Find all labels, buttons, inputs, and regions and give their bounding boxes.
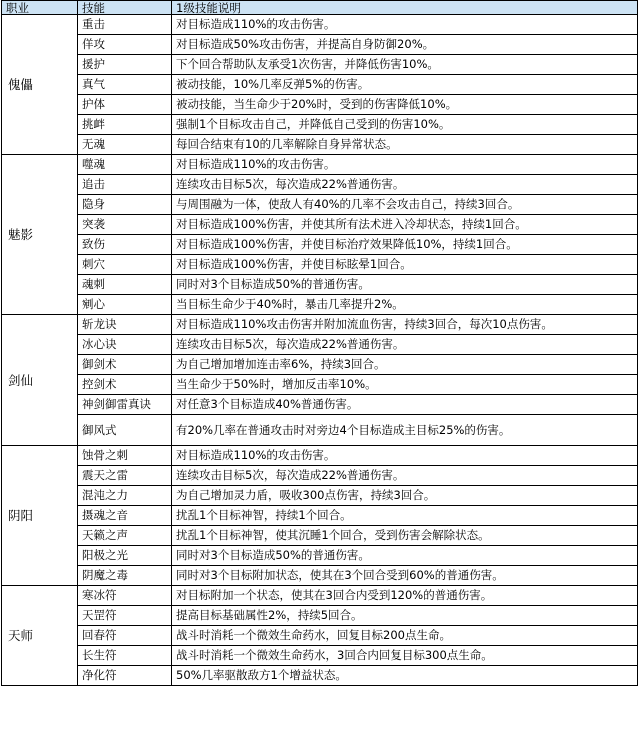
skill-desc-cell: 下个回合帮助队友承受1次伤害，并降低伤害10%。 — [172, 55, 638, 75]
skill-name-cell: 控剑术 — [78, 375, 172, 395]
skill-name-cell: 天罡符 — [78, 606, 172, 626]
skill-name-cell: 追击 — [78, 175, 172, 195]
skill-name-cell: 震天之雷 — [78, 466, 172, 486]
table-row — [2, 55, 638, 75]
table-row — [2, 195, 638, 215]
skill-name-cell: 御风式 — [78, 415, 172, 446]
skill-name-cell: 挑衅 — [78, 115, 172, 135]
table-row — [2, 415, 638, 446]
skill-name-cell: 重击 — [78, 15, 172, 35]
skill-desc-cell: 对目标造成100%伤害，并使其所有法术进入冷却状态，持续1回合。 — [172, 215, 638, 235]
skill-desc-cell: 对目标造成110%的攻击伤害。 — [172, 446, 638, 466]
skill-desc-cell: 对目标造成110%的攻击伤害。 — [172, 155, 638, 175]
skill-name-cell: 无魂 — [78, 135, 172, 155]
skill-name-cell: 斩龙诀 — [78, 315, 172, 335]
skill-name-cell: 冰心诀 — [78, 335, 172, 355]
table-row — [2, 466, 638, 486]
table-row — [2, 35, 638, 55]
skill-desc-cell: 对目标造成110%的攻击伤害。 — [172, 15, 638, 35]
table-row — [2, 586, 638, 606]
skill-desc-cell: 扰乱1个目标神智，持续1个回合。 — [172, 506, 638, 526]
skill-desc-cell: 与周围融为一体，使敌人有40%的几率不会攻击自己，持续3回合。 — [172, 195, 638, 215]
table-row — [2, 295, 638, 315]
job-cell: 傀儡 — [2, 15, 78, 155]
skill-name-cell: 阳极之光 — [78, 546, 172, 566]
skill-desc-cell: 被动技能，当生命少于20%时，受到的伤害降低10%。 — [172, 95, 638, 115]
skill-name-cell: 御剑术 — [78, 355, 172, 375]
skill-name-cell: 佯攻 — [78, 35, 172, 55]
skill-name-cell: 混沌之力 — [78, 486, 172, 506]
skill-desc-cell: 为自己增加灵力盾，吸收300点伤害，持续3回合。 — [172, 486, 638, 506]
skill-name-cell: 致伤 — [78, 235, 172, 255]
skill-name-cell: 援护 — [78, 55, 172, 75]
skill-name-cell: 神剑御雷真诀 — [78, 395, 172, 415]
skill-name-cell: 回春符 — [78, 626, 172, 646]
header-job: 职业 — [2, 1, 78, 15]
table-row — [2, 255, 638, 275]
skill-name-cell: 魂刺 — [78, 275, 172, 295]
skill-desc-cell: 为自己增加增加连击率6%，持续3回合。 — [172, 355, 638, 375]
job-cell: 阴阳 — [2, 446, 78, 586]
skill-desc-cell: 连续攻击目标5次，每次造成22%普通伤害。 — [172, 175, 638, 195]
table-row — [2, 375, 638, 395]
skill-desc-cell: 提高目标基础属性2%，持续5回合。 — [172, 606, 638, 626]
skill-desc-cell: 连续攻击目标5次，每次造成22%普通伤害。 — [172, 335, 638, 355]
skill-name-cell: 剜心 — [78, 295, 172, 315]
skill-desc-cell: 50%几率驱散敌方1个增益状态。 — [172, 666, 638, 686]
skill-name-cell: 天籁之声 — [78, 526, 172, 546]
table-row — [2, 235, 638, 255]
skill-desc-cell: 战斗时消耗一个微效生命药水，回复目标200点生命。 — [172, 626, 638, 646]
skill-desc-cell: 对目标造成100%伤害，并使目标治疗效果降低10%，持续1回合。 — [172, 235, 638, 255]
skill-name-cell: 长生符 — [78, 646, 172, 666]
skill-name-cell: 噬魂 — [78, 155, 172, 175]
skill-desc-cell: 有20%几率在普通攻击时对旁边4个目标造成主目标25%的伤害。 — [172, 415, 638, 446]
skill-desc-cell: 当目标生命少于40%时，暴击几率提升2%。 — [172, 295, 638, 315]
job-cell: 天师 — [2, 586, 78, 686]
skill-desc-cell: 对目标造成110%攻击伤害并附加流血伤害，持续3回合，每次10点伤害。 — [172, 315, 638, 335]
skill-desc-cell: 同时对3个目标造成50%的普通伤害。 — [172, 546, 638, 566]
skill-name-cell: 突袭 — [78, 215, 172, 235]
table-row — [2, 335, 638, 355]
table-row — [2, 175, 638, 195]
table-row — [2, 666, 638, 686]
skill-name-cell: 摄魂之音 — [78, 506, 172, 526]
skill-desc-cell: 对目标造成100%伤害，并使目标眩晕1回合。 — [172, 255, 638, 275]
table-row — [2, 15, 638, 35]
table-row — [2, 75, 638, 95]
header-desc: 1级技能说明 — [172, 1, 638, 15]
table-row — [2, 626, 638, 646]
header-row — [2, 1, 638, 15]
table-row — [2, 566, 638, 586]
skill-name-cell: 寒冰符 — [78, 586, 172, 606]
skill-table-body — [2, 15, 638, 686]
table-row — [2, 355, 638, 375]
skill-desc-cell: 被动技能，10%几率反弹5%的伤害。 — [172, 75, 638, 95]
skill-name-cell: 隐身 — [78, 195, 172, 215]
table-row — [2, 155, 638, 175]
skill-name-cell: 净化符 — [78, 666, 172, 686]
skill-desc-cell: 对目标附加一个状态，使其在3回合内受到120%的普通伤害。 — [172, 586, 638, 606]
job-cell: 剑仙 — [2, 315, 78, 446]
table-row — [2, 135, 638, 155]
skill-desc-cell: 战斗时消耗一个微效生命药水，3回合内回复目标300点生命。 — [172, 646, 638, 666]
skill-desc-cell: 同时对3个目标造成50%的普通伤害。 — [172, 275, 638, 295]
table-row — [2, 215, 638, 235]
skill-desc-cell: 连续攻击目标5次，每次造成22%普通伤害。 — [172, 466, 638, 486]
table-row — [2, 395, 638, 415]
skill-desc-cell: 当生命少于50%时，增加反击率10%。 — [172, 375, 638, 395]
skill-desc-cell: 对任意3个目标造成40%普通伤害。 — [172, 395, 638, 415]
table-row — [2, 95, 638, 115]
table-row — [2, 606, 638, 626]
header-skill: 技能 — [78, 1, 172, 15]
skill-table — [1, 0, 638, 686]
skill-name-cell: 刺穴 — [78, 255, 172, 275]
skill-name-cell: 真气 — [78, 75, 172, 95]
skill-desc-cell: 扰乱1个目标神智，使其沉睡1个回合，受到伤害会解除状态。 — [172, 526, 638, 546]
skill-desc-cell: 对目标造成50%攻击伤害，并提高自身防御20%。 — [172, 35, 638, 55]
table-row — [2, 446, 638, 466]
table-row — [2, 315, 638, 335]
table-row — [2, 646, 638, 666]
skill-name-cell: 阴魔之毒 — [78, 566, 172, 586]
skill-desc-cell: 每回合结束有10的几率解除自身异常状态。 — [172, 135, 638, 155]
job-cell: 魅影 — [2, 155, 78, 315]
table-row — [2, 506, 638, 526]
skill-name-cell: 护体 — [78, 95, 172, 115]
table-row — [2, 546, 638, 566]
skill-desc-cell: 同时对3个目标附加状态，使其在3个回合受到60%的普通伤害。 — [172, 566, 638, 586]
table-row — [2, 526, 638, 546]
table-row — [2, 486, 638, 506]
skill-desc-cell: 强制1个目标攻击自己，并降低自己受到的伤害10%。 — [172, 115, 638, 135]
skill-name-cell: 蚀骨之刺 — [78, 446, 172, 466]
table-row — [2, 115, 638, 135]
table-row — [2, 275, 638, 295]
